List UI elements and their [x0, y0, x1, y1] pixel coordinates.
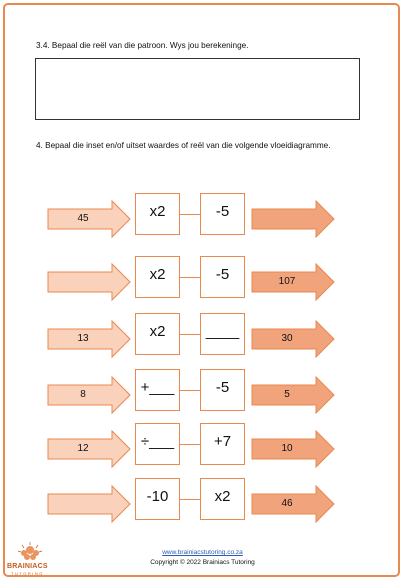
output-value: 5	[284, 389, 290, 400]
input-arrow	[48, 264, 130, 300]
output-value: 10	[281, 443, 293, 454]
output-value: 107	[278, 276, 296, 287]
operation-box-2: x2	[200, 478, 245, 520]
output-value: 46	[281, 498, 293, 509]
input-arrow	[48, 377, 130, 413]
input-value: 13	[77, 333, 89, 344]
operation-box-1: x2	[135, 193, 180, 235]
output-arrow	[252, 486, 334, 522]
output-arrow	[252, 201, 334, 237]
output-arrow	[252, 377, 334, 413]
operation-box-2: +7	[200, 423, 245, 465]
connector-line	[180, 277, 200, 278]
input-value: 45	[77, 213, 89, 224]
operation-box-1: +___	[135, 369, 180, 411]
connector-line	[180, 499, 200, 500]
question-4: 4. Bepaal die inset en/of uitset waardes of reël van die volgende vloeidiagramme.	[36, 141, 331, 150]
operation-box-2: -5	[200, 193, 245, 235]
input-value: 12	[77, 443, 89, 454]
connector-line	[180, 334, 200, 335]
question-3-4: 3.4. Bepaal die reël van die patroon. Wys jou berekeninge.	[36, 41, 249, 50]
logo-tagline: TUTORING	[11, 571, 44, 576]
footer-copyright: Copyright © 2022 Brainiacs Tutoring	[150, 559, 255, 566]
output-arrow	[252, 321, 334, 357]
connector-line	[180, 444, 200, 445]
input-arrow	[48, 201, 130, 237]
operation-box-1: x2	[135, 256, 180, 298]
output-arrow	[252, 431, 334, 467]
operation-box-2: -5	[200, 369, 245, 411]
input-arrow	[48, 321, 130, 357]
footer-website-link[interactable]: www.brainiacstutoring.co.za	[162, 549, 243, 556]
connector-line	[180, 214, 200, 215]
operation-box-1: ÷___	[135, 423, 180, 465]
input-arrow	[48, 431, 130, 467]
output-value: 30	[281, 333, 293, 344]
input-arrow	[48, 486, 130, 522]
logo-name: BRAINIACS	[7, 563, 48, 570]
operation-box-2: ____	[200, 313, 245, 355]
answer-box[interactable]	[35, 58, 360, 120]
connector-line	[180, 390, 200, 391]
input-value: 8	[80, 389, 86, 400]
operation-box-2: -5	[200, 256, 245, 298]
output-arrow	[252, 264, 334, 300]
operation-box-1: x2	[135, 313, 180, 355]
operation-box-1: -10	[135, 478, 180, 520]
